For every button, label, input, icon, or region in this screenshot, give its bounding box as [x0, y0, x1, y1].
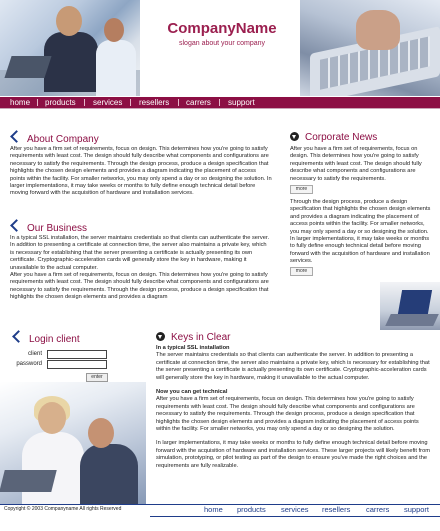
footer-link-services[interactable]: services	[281, 505, 309, 514]
circle-arrow-icon	[156, 332, 165, 341]
keys-in-clear-title: Keys in Clear	[171, 332, 231, 343]
corporate-news-heading	[290, 132, 377, 144]
password-input[interactable]	[47, 360, 107, 369]
company-name: CompanyName	[167, 20, 277, 37]
nav-divider	[219, 99, 220, 106]
footer-divider	[150, 516, 440, 517]
laptop-photo	[380, 282, 440, 330]
nav-support[interactable]: support	[228, 98, 255, 107]
nav-divider	[178, 99, 179, 106]
corporate-news-text-1: After you have a firm set of requirements, focus on design. This determines how you're going to satisfy requirements with least cost. The design should fully describe what components and configurations are necessary to satisfy the requirements.	[290, 146, 422, 182]
header	[0, 0, 440, 96]
our-business-heading	[10, 221, 87, 233]
login-client-heading	[12, 332, 80, 344]
arrow-icon	[10, 130, 23, 143]
enter-button[interactable]: enter	[86, 373, 108, 382]
client-input[interactable]	[47, 350, 107, 359]
nav-divider	[84, 99, 85, 106]
nav-carrers[interactable]: carrers	[186, 98, 211, 107]
nav-services[interactable]: services	[93, 98, 123, 107]
login-client-title: Login client	[29, 334, 80, 345]
header-photo-office-team	[0, 0, 140, 96]
password-label: password	[16, 361, 42, 367]
corporate-news-text-2: Through the design process, produce a design specification that highlights the chosen design elements and provides a diagram indicating the placement of access points within the facility. For smaller networks, you may only spend a day or so designing the solution. In larger implementations, it may take weeks or months to fully define enough technical detail before moving forward with the acquisition of hardware and installation services.	[290, 199, 431, 265]
our-business-text: In a typical SSL installation, the server maintains credentials so that clients can authenticate the server. In addition to presenting a certificate at connection time, the server also maintains a private key, which is necessary for establishing that the server presenting a certificate is actually presenting its own certificate. Cryptographic-acceleration cards will generally store the key in hardware, making it unavailable to the actual computer. After you have a firm set of requirements, focus on design. This determines how you're going to satisfy requirements with least cost. The design should fully describe what components and configurations are necessary to satisfy the requirements. Through the design process, produce a design specification that highlights the chosen design elements and provides a diagram	[10, 235, 270, 301]
nav-products[interactable]: products	[45, 98, 76, 107]
news-more-button-2[interactable]: more	[290, 267, 313, 276]
footer-link-products[interactable]: products	[237, 505, 266, 514]
copyright: Copyright © 2003 Companyname All rights Reserved	[4, 506, 122, 512]
client-label: client	[27, 351, 42, 357]
main-nav	[0, 97, 440, 109]
about-company-title: About Company	[27, 134, 99, 145]
slogan: slogan about your company	[179, 40, 265, 47]
header-photo-keyboard	[300, 0, 440, 96]
nav-divider	[130, 99, 131, 106]
bottom-photo-team	[0, 382, 146, 504]
arrow-icon	[12, 330, 25, 343]
footer-link-resellers[interactable]: resellers	[322, 505, 351, 514]
keys-in-clear-heading	[156, 332, 230, 344]
nav-resellers[interactable]: resellers	[139, 98, 170, 107]
corporate-news-title: Corporate News	[305, 132, 378, 143]
nav-home[interactable]: home	[10, 98, 31, 107]
keys-subheading-ssl: In a typical SSL installation	[156, 345, 230, 351]
footer-link-carrers[interactable]: carrers	[366, 505, 390, 514]
nav-divider	[37, 99, 38, 106]
circle-arrow-icon	[290, 132, 299, 141]
footer-link-support[interactable]: support	[404, 505, 430, 514]
about-company-heading	[10, 132, 99, 144]
keys-subheading-technical: Now you can get technical	[156, 389, 228, 396]
footer-link-home[interactable]: home	[204, 505, 223, 514]
arrow-icon	[10, 219, 23, 232]
about-company-text: After you have a firm set of requirements, focus on design. This determines how you're going to satisfy requirements with least cost. The design should fully describe what components and configurations are necessary to satisfy the requirements. Through the design process, produce a design specification that highlights the chosen design elements and provides a diagram indicating the placement of access points within the facility. For smaller networks, you may only spend a day or so designing the solution. In larger implementations, it may take weeks or months to fully define enough technical detail before moving forward with the acquisition of hardware and installation services.	[10, 146, 272, 197]
keys-in-clear-text: In a typical SSL installation The server maintains credentials so that clients can authenticate the server. In addition to presenting a certificate at connection time, the server also maintains a private key, which is necessary for establishing that the server presenting a certificate is actually presenting its own certificate. Cryptographic-acceleration cards will generally store the key in hardware, making it unavailable to the actual computer. Now you can get technical After you have a firm set of requirements, focus on design. This determines how you're going to satisfy requirements with least cost. The design should fully describe what components and configurations are necessary to satisfy the requirements. Through the design process, produce a design specification that highlights the chosen design elements and provides a diagram indicating the placement of access points within the facility. For smaller networks, you may only spend a day or so designing the solution. In larger implementations, it may take weeks or months to fully define enough technical detail before moving forward with the acquisition of hardware and installation services. These larger projects will likely benefit from simulation, prototyping, or pilot testing as part of the design to ensure you've made the right choices and the requirements are fully realizable.	[156, 345, 434, 470]
news-more-button[interactable]: more	[290, 185, 313, 194]
our-business-title: Our Business	[27, 223, 88, 234]
